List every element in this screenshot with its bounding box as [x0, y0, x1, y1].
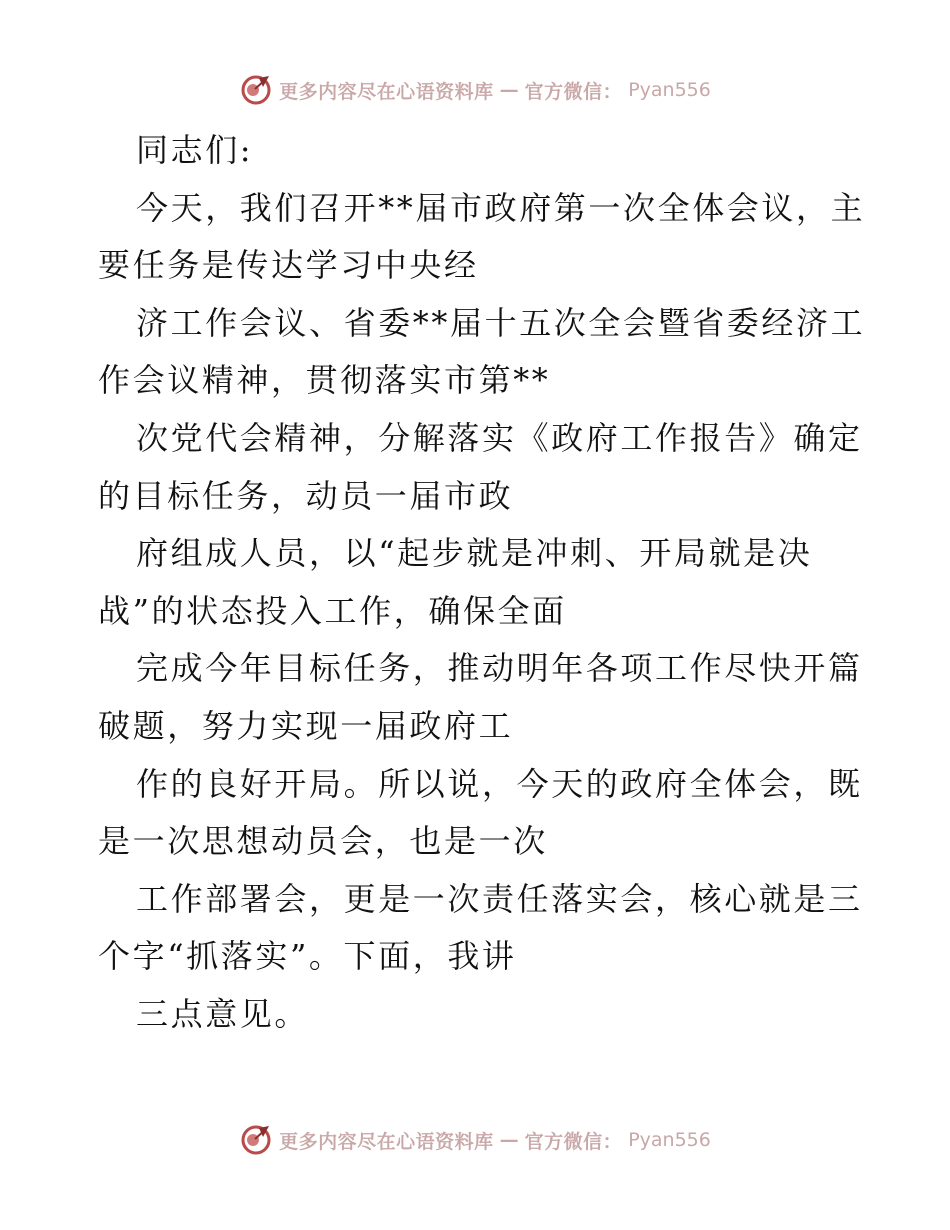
paragraph-line: 的目标任务，动员一届市政: [98, 476, 514, 515]
document-body: [98, 122, 866, 1044]
watermark-account: Pyan556: [628, 79, 711, 101]
watermark-title: 更多内容尽在心语资料库: [279, 80, 494, 103]
paragraph-line: 要任务是传达学习中央经: [98, 246, 479, 285]
paragraph-line: 作会议精神，贯彻落实市第**: [98, 361, 551, 400]
salutation: 同志们:: [136, 131, 254, 169]
paragraph-line: 破题，努力实现一届政府工: [98, 706, 514, 745]
watermark-dash: —: [499, 79, 519, 101]
watermark-dash: —: [499, 1129, 519, 1151]
paragraph-line: 今天，我们召开**届市政府第一次全体会议，主: [136, 188, 866, 227]
pen-logo-icon: [239, 73, 273, 107]
watermark-label: 官方微信：: [524, 1130, 623, 1153]
paragraph-line: 是一次思想动员会，也是一次: [98, 822, 548, 861]
paragraph-line: 战”的状态投入工作，确保全面: [98, 591, 567, 630]
paragraph-line: 作的良好开局。所以说，今天的政府全体会，既: [136, 764, 863, 803]
paragraph-line: 府组成人员，以“起步就是冲刺、开局就是决: [136, 534, 813, 573]
header-watermark: [0, 70, 950, 110]
watermark-title: 更多内容尽在心语资料库: [279, 1130, 494, 1153]
paragraph-line: 完成今年目标任务，推动明年各项工作尽快开篇: [136, 649, 863, 688]
paragraph-line: 个字“抓落实”。下面，我讲: [98, 937, 517, 976]
footer-watermark: [0, 1120, 950, 1160]
pen-logo-icon: [239, 1123, 273, 1157]
watermark-label: 官方微信：: [524, 80, 623, 103]
paragraph-line: 次党代会精神，分解落实《政府工作报告》确定: [136, 418, 863, 457]
paragraph-line: 济工作会议、省委**届十五次全会暨省委经济工: [136, 303, 866, 342]
paragraph-line: 工作部署会，更是一次责任落实会，核心就是三: [136, 879, 863, 918]
paragraph-line: 三点意见。: [136, 994, 310, 1033]
watermark-account: Pyan556: [628, 1129, 711, 1151]
